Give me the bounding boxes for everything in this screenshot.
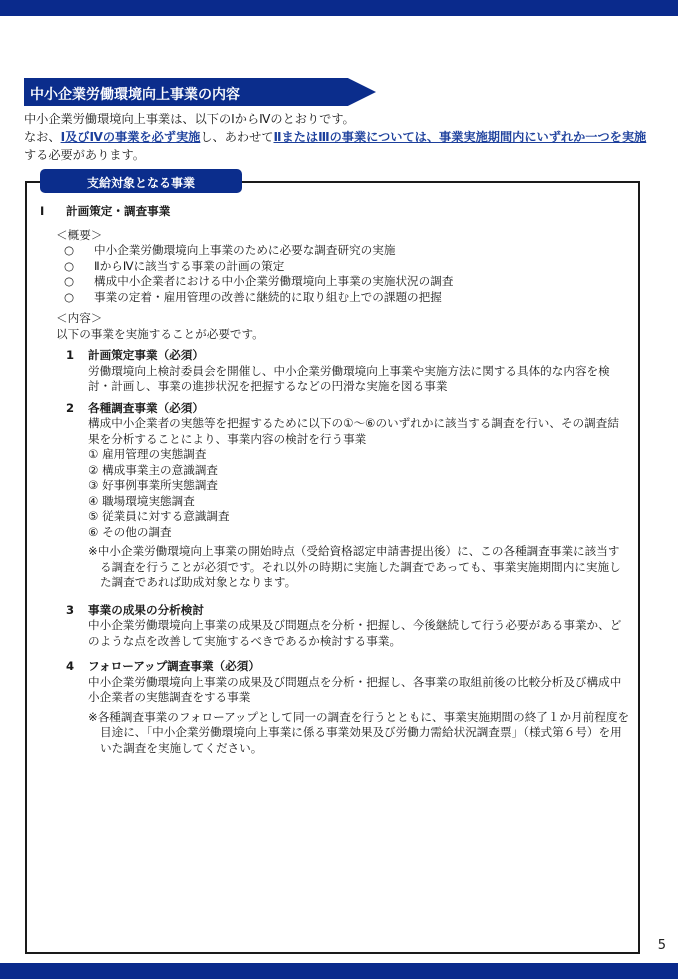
bullet-mark: ○ [64,289,75,304]
item-title: フォローアップ調査事業（必須） [88,659,260,673]
item-body: 中小企業労働環境向上事業の成果及び問題点を分析・把握し、今後継続して行う必要がある事業か、どのような点を改善して実施するべきであるか検討する事業。 [88,618,622,648]
content-label: ＜内容＞ [56,311,103,325]
intro-line-1: 中小企業労働環境向上事業は、以下のⅠからⅣのとおりです。 [24,112,355,126]
project-numeral: Ⅰ [40,204,45,218]
overview-label: ＜概要＞ [56,227,103,242]
emphasis-required-projects: Ⅰ及びⅣの事業を必ず実施 [60,130,201,144]
overview-item [64,274,630,290]
survey-type: ① 雇用管理の実態調査 [88,447,207,461]
item-number: 2 [66,400,75,415]
item-body: 中小企業労働環境向上事業の成果及び問題点を分析・把握し、各事業の取組前後の比較分析及び構成中小企業者の実態調査をする事業 [88,674,622,704]
item-title: 事業の成果の分析検討 [88,602,204,617]
item-note: ※中小企業労働環境向上事業の開始時点（受給資格認定申請書提出後）に、この各種調査事業に該当する調査を行うことが必須です。それ以外の時期に実施した調査であっても、事業実施期間内に実施した調査であれば助成対象となります。 [88,544,621,589]
item-number: 3 [66,602,75,617]
item-body: 構成中小企業者の実態等を把握するために以下の①～⑥のいずれかに該当する調査を行い、その調査結果を分析することにより、事業内容の検討を行う事業 [88,416,619,446]
content-intro: 以下の事業を実施することが必要です。 [56,326,264,341]
overview-item-text: 構成中小企業者における中小企業労働環境向上事業の実施状況の調査 [94,274,454,288]
survey-type: ⑤ 従業員に対する意識調査 [88,509,230,523]
project-heading [40,204,630,220]
bullet-mark: ○ [64,274,75,288]
intro-line-2 [24,128,650,164]
section-title: 中小企業労働環境向上事業の内容 [30,87,240,103]
item-number: 1 [66,348,75,362]
bottom-banner-bar [0,963,678,979]
item-heading [66,401,630,417]
overview-item [64,259,630,275]
item-number: 4 [66,659,75,673]
item-body: 労働環境向上検討委員会を開催し、中小企業労働環境向上事業や実施方法に関する具体的な内容を検討・計画し、事業の進捗状況を把握するなどの円滑な実施を図る事業 [88,363,610,393]
overview-item-text: ⅡからⅣに該当する事業の計画の策定 [94,258,285,273]
box-tab-label: 支給対象となる事業 [86,176,195,190]
item-heading [66,348,630,364]
item-title: 各種調査事業（必須） [88,400,204,415]
bullet-mark: ○ [64,243,75,257]
intro-text-part: なお、 [24,130,61,144]
item-heading [66,603,630,619]
overview-item-text: 事業の定着・雇用管理の改善に継続的に取り組む上での課題の把握 [94,289,442,304]
overview-item [64,243,630,259]
box-content [40,204,630,756]
survey-type: ③ 好事例事業所実態調査 [88,478,219,492]
intro-text [24,110,650,164]
intro-text-part: する必要があります。 [24,148,145,162]
overview-item [64,290,630,306]
overview-item-text: 中小企業労働環境向上事業のために必要な調査研究の実施 [94,243,396,257]
top-banner-bar [0,0,678,16]
item-title: 計画策定事業（必須） [88,348,204,362]
survey-type: ⑥ その他の調査 [88,524,172,539]
emphasis-either-project: ⅡまたはⅢの事業については、事業実施期間内にいずれか一つを実施 [273,130,647,144]
item-note: ※各種調査事業のフォローアップとして同一の調査を行うとともに、事業実施期間の終了１か月前程度を目途に、「中小企業労働環境向上事業に係る事業効果及び労働力需給状況調査票」（様式第６号）を用いた調査を実施してください。 [88,709,630,755]
survey-type: ② 構成事業主の意識調査 [88,462,219,477]
survey-type: ④ 職場環境実態調査 [88,493,195,508]
item-heading [66,659,630,675]
page-number: 5 [657,938,666,953]
bullet-mark: ○ [64,258,75,273]
project-heading-text: 計画策定・調査事業 [66,204,171,218]
intro-text-part: し、あわせて [200,130,274,144]
